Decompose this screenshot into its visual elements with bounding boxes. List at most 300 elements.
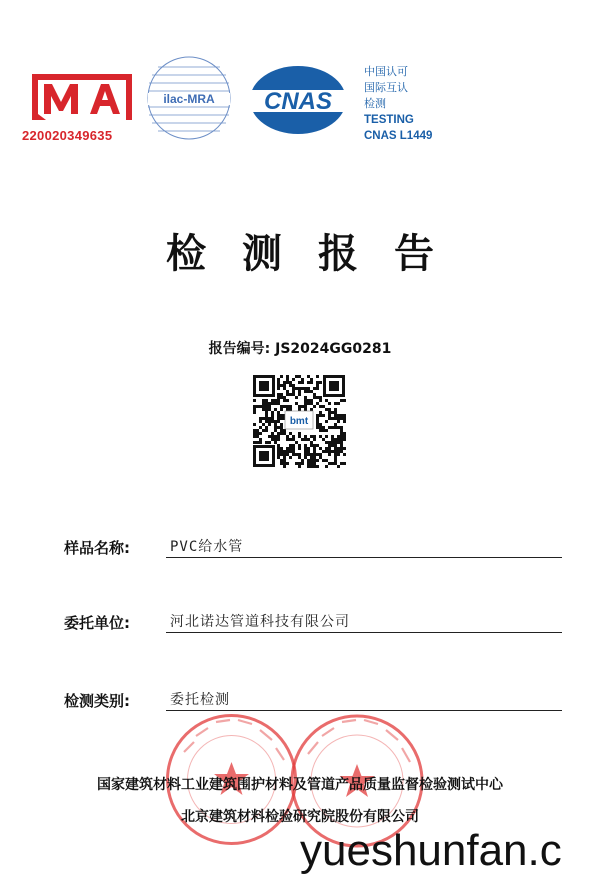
qr-module [280,429,283,432]
qr-module [334,453,337,456]
qr-module [304,390,307,393]
cnas-line-1: 中国认可 [364,66,408,78]
qr-module [286,447,289,450]
qr-module [340,399,343,402]
qr-module [334,447,337,450]
qr-module [328,447,331,450]
qr-module [295,441,298,444]
qr-center-logo: bmt [289,416,309,427]
client-value: 河北诺达管道科技有限公司 [166,611,562,633]
qr-module [298,432,301,435]
qr-module [319,456,322,459]
qr-module [316,414,319,417]
qr-module [301,378,304,381]
qr-module [283,381,286,384]
qr-module [340,435,343,438]
qr-module [316,396,319,399]
qr-module [280,462,283,465]
qr-module [304,453,307,456]
qr-module [292,435,295,438]
qr-module [280,414,283,417]
qr-module [286,378,289,381]
qr-module [265,426,268,429]
qr-module [310,462,313,465]
qr-module [268,435,271,438]
qr-module [277,432,280,435]
qr-module [277,444,280,447]
qr-module [265,408,268,411]
qr-module [280,423,283,426]
qr-module [268,417,271,420]
qr-module [286,381,289,384]
qr-module [301,381,304,384]
qr-code[interactable] [252,374,346,468]
qr-module [259,438,262,441]
qr-module [328,408,331,411]
qr-module [331,438,334,441]
qr-module [331,441,334,444]
qr-module [265,441,268,444]
qr-module [280,447,283,450]
qr-module [322,438,325,441]
qr-module [307,399,310,402]
qr-module [343,417,346,420]
qr-module [340,462,343,465]
client-label: 委托单位: [64,614,130,632]
qr-module [310,399,313,402]
qr-module [340,447,343,450]
qr-module [289,450,292,453]
report-number: 报告编号: JS2024GG0281 [208,341,392,357]
qr-module [280,375,283,378]
qr-module [316,384,319,387]
qr-module [298,462,301,465]
test-type-value: 委托检测 [166,689,562,711]
qr-module [259,426,262,429]
qr-module [316,453,319,456]
qr-module [325,441,328,444]
qr-module [322,414,325,417]
cnas-logo-text: CNAS [263,88,333,115]
qr-module [289,444,292,447]
qr-module [277,450,280,453]
qr-module [292,444,295,447]
qr-module [265,417,268,420]
sample-name-value: PVC给水管 [166,536,562,558]
qr-module [292,438,295,441]
qr-module [298,393,301,396]
qr-module [340,414,343,417]
qr-module [343,420,346,423]
qr-module [277,414,280,417]
qr-module [289,405,292,408]
qr-module [265,429,268,432]
qr-module [307,375,310,378]
qr-module [280,453,283,456]
qr-module [331,417,334,420]
qr-module [295,453,298,456]
qr-module [340,429,343,432]
qr-module [310,408,313,411]
qr-module [286,450,289,453]
qr-module [262,399,265,402]
qr-module [256,435,259,438]
qr-module [316,420,319,423]
qr-module [280,432,283,435]
qr-module [313,450,316,453]
qr-module [298,447,301,450]
qr-module [280,408,283,411]
qr-module [298,390,301,393]
qr-module [343,438,346,441]
qr-module [337,420,340,423]
qr-module [265,399,268,402]
qr-module [325,429,328,432]
qr-module [304,408,307,411]
qr-module [325,447,328,450]
ilac-mra-logo [146,55,232,141]
qr-module [271,435,274,438]
qr-module [337,435,340,438]
qr-module [268,423,271,426]
qr-module [337,414,340,417]
qr-module [343,447,346,450]
qr-module [334,444,337,447]
qr-module [313,456,316,459]
qr-module [319,405,322,408]
qr-module [319,411,322,414]
cma-number: 220020349635 [22,128,113,143]
qr-module [271,432,274,435]
qr-module [286,435,289,438]
qr-module [328,450,331,453]
qr-module [307,450,310,453]
sample-name-label: 样品名称: [64,539,130,557]
qr-module [340,450,343,453]
report-title: 检测报告 [166,230,470,277]
qr-module [325,399,328,402]
qr-module [289,381,292,384]
qr-module [343,399,346,402]
qr-module [292,393,295,396]
cnas-logo [248,64,348,136]
qr-module [334,411,337,414]
qr-module [313,444,316,447]
qr-module [343,432,346,435]
qr-module [310,441,313,444]
qr-module [313,438,316,441]
qr-module [334,402,337,405]
qr-module [295,396,298,399]
qr-module [277,387,280,390]
qr-module [337,438,340,441]
qr-module [298,444,301,447]
qr-module [271,411,274,414]
qr-module [319,453,322,456]
qr-module [331,411,334,414]
qr-module [328,411,331,414]
qr-module [283,429,286,432]
qr-module [340,438,343,441]
qr-module [319,399,322,402]
qr-module [316,375,319,378]
institute-name-1: 国家建筑材料工业建筑围护材料及管道产品质量监督检验测试中心 [97,777,503,793]
qr-module [286,408,289,411]
qr-module [322,459,325,462]
qr-module [334,426,337,429]
qr-module [295,402,298,405]
qr-module [286,462,289,465]
qr-module [283,387,286,390]
qr-module [304,447,307,450]
qr-module [307,402,310,405]
qr-module [316,402,319,405]
qr-module [259,420,262,423]
qr-module [289,393,292,396]
qr-module [325,459,328,462]
qr-module [307,462,310,465]
qr-module [298,405,301,408]
qr-module [268,441,271,444]
qr-module [295,375,298,378]
qr-module [286,405,289,408]
qr-module [256,432,259,435]
qr-module [301,405,304,408]
qr-module [316,465,319,468]
qr-module [277,384,280,387]
qr-module [310,390,313,393]
qr-module [340,441,343,444]
qr-module [268,405,271,408]
qr-module [292,378,295,381]
qr-module [271,399,274,402]
qr-module [283,456,286,459]
qr-module [271,420,274,423]
qr-module [316,426,319,429]
qr-module [307,387,310,390]
qr-module [322,426,325,429]
qr-module [283,399,286,402]
qr-module [343,462,346,465]
qr-module [280,405,283,408]
qr-module [289,384,292,387]
qr-module [307,459,310,462]
qr-module [319,396,322,399]
qr-module [295,462,298,465]
qr-module [253,441,256,444]
qr-module [283,462,286,465]
qr-module [325,408,328,411]
qr-module [334,462,337,465]
qr-module [253,429,256,432]
qr-module [334,450,337,453]
qr-module [265,405,268,408]
qr-module [328,417,331,420]
qr-module [307,381,310,384]
qr-module [277,420,280,423]
qr-module [304,444,307,447]
qr-module [334,456,337,459]
qr-module [280,393,283,396]
qr-module [301,438,304,441]
qr-module [289,447,292,450]
qr-module [319,381,322,384]
qr-module [271,414,274,417]
qr-module [280,459,283,462]
qr-module [307,465,310,468]
qr-module [274,408,277,411]
qr-module [286,393,289,396]
qr-module [256,405,259,408]
qr-module [280,450,283,453]
qr-module [310,378,313,381]
qr-module [328,402,331,405]
qr-module [277,438,280,441]
qr-module [304,456,307,459]
qr-module [298,387,301,390]
qr-module [253,432,256,435]
qr-module [319,447,322,450]
qr-module [277,426,280,429]
qr-module [337,426,340,429]
qr-module [304,405,307,408]
qr-module [283,465,286,468]
qr-module [310,402,313,405]
qr-module [304,435,307,438]
qr-module [271,417,274,420]
qr-module [253,411,256,414]
qr-module [322,429,325,432]
qr-module [340,444,343,447]
qr-module [313,447,316,450]
qr-module [274,438,277,441]
qr-module [280,396,283,399]
qr-module [277,417,280,420]
qr-module [262,423,265,426]
qr-module [280,417,283,420]
qr-module [304,402,307,405]
qr-module [268,402,271,405]
qr-module [259,432,262,435]
qr-module [283,432,286,435]
qr-module [310,459,313,462]
qr-module [274,402,277,405]
qr-module [316,417,319,420]
qr-module [337,465,340,468]
cnas-line-3: 检测 [364,98,386,110]
qr-module [334,459,337,462]
qr-module [289,432,292,435]
qr-module [316,423,319,426]
qr-module [301,462,304,465]
qr-module [313,387,316,390]
qr-module [313,459,316,462]
qr-module [304,387,307,390]
qr-module [310,381,313,384]
qr-module [328,444,331,447]
qr-module [307,453,310,456]
qr-module [259,417,262,420]
qr-module [310,465,313,468]
qr-module [328,414,331,417]
qr-module [337,453,340,456]
qr-module [307,447,310,450]
qr-module [277,381,280,384]
qr-module [289,456,292,459]
qr-module [313,465,316,468]
qr-module [298,456,301,459]
qr-module [277,402,280,405]
qr-module [292,453,295,456]
qr-module [334,441,337,444]
qr-module [343,435,346,438]
qr-module [262,402,265,405]
qr-module [298,408,301,411]
qr-module [277,378,280,381]
qr-module [334,417,337,420]
cnas-accreditation-text [364,64,432,144]
qr-module [313,393,316,396]
qr-module [304,438,307,441]
qr-module [313,405,316,408]
qr-module [316,381,319,384]
qr-module [313,462,316,465]
qr-module [289,438,292,441]
qr-module [334,408,337,411]
qr-module [343,453,346,456]
qr-module [337,447,340,450]
qr-module [301,459,304,462]
qr-module [283,459,286,462]
qr-module [256,441,259,444]
qr-module [301,387,304,390]
qr-module [277,435,280,438]
qr-module [253,405,256,408]
qr-module [298,435,301,438]
cnas-testing: TESTING [364,114,414,126]
qr-module [310,456,313,459]
qr-module [268,420,271,423]
qr-module [277,456,280,459]
qr-module [334,414,337,417]
qr-module [337,450,340,453]
qr-module [310,444,313,447]
qr-module [304,396,307,399]
qr-module [271,402,274,405]
qr-module [277,411,280,414]
qr-module [319,435,322,438]
qr-module [289,408,292,411]
qr-module [262,405,265,408]
qr-module [328,453,331,456]
qr-module [292,387,295,390]
qr-module [334,438,337,441]
qr-module [274,426,277,429]
qr-module [265,420,268,423]
institute-name-2: 北京建筑材料检验研究院股份有限公司 [181,809,419,825]
qr-module [331,435,334,438]
qr-module [331,462,334,465]
qr-module [283,384,286,387]
qr-module [325,465,328,468]
qr-module [316,459,319,462]
qr-module [274,399,277,402]
qr-module [304,399,307,402]
qr-module [310,453,313,456]
qr-module [328,426,331,429]
qr-module [325,450,328,453]
qr-module [313,435,316,438]
